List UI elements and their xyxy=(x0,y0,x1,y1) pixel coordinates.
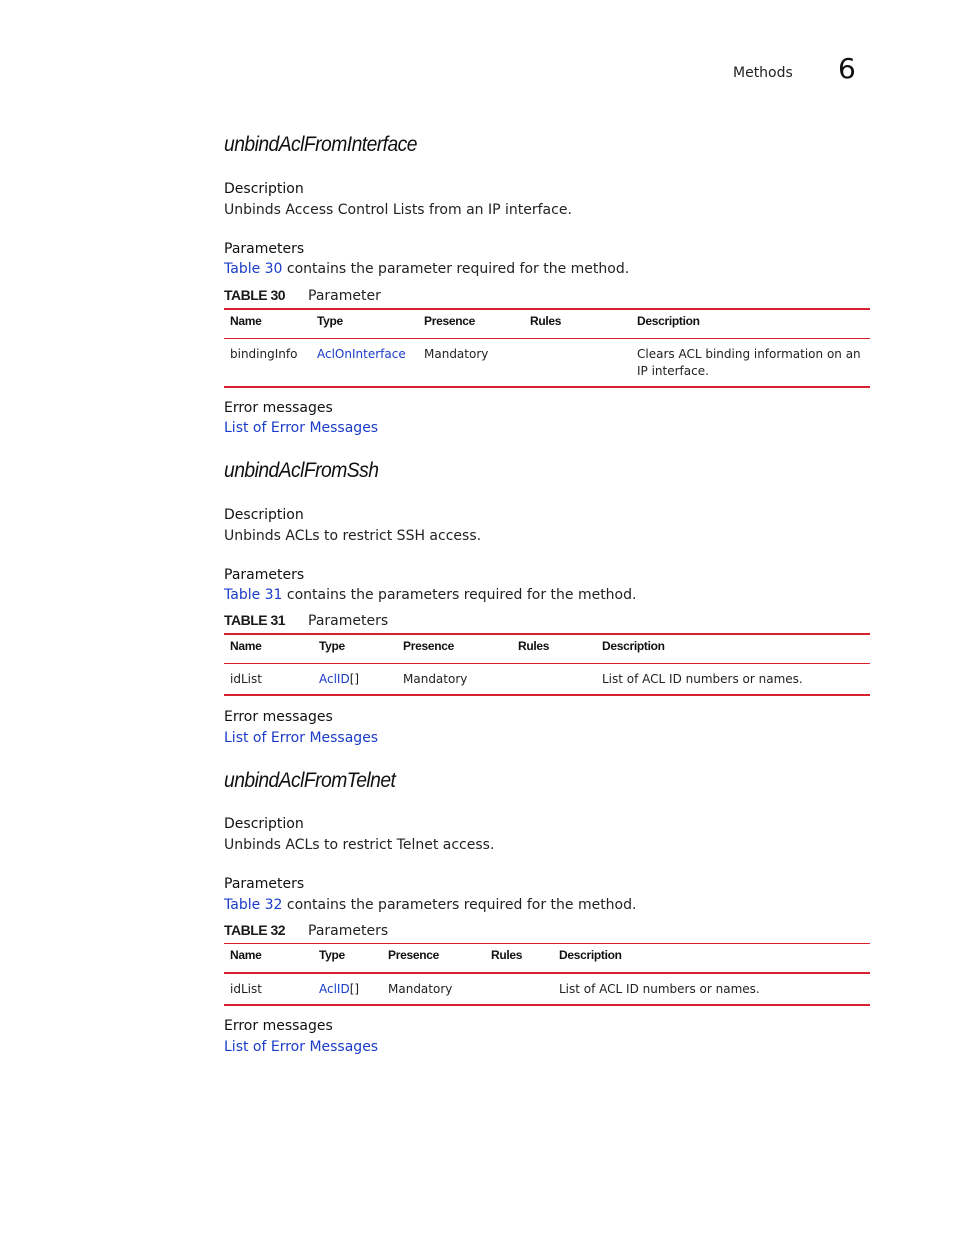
error-messages-link[interactable]: List of Error Messages xyxy=(224,730,379,746)
column-header-type: Type xyxy=(319,948,345,962)
column-header-presence: Presence xyxy=(424,314,475,328)
cell-rules xyxy=(524,339,631,388)
description-heading: Description xyxy=(224,181,304,197)
column-header-rules: Rules xyxy=(530,314,562,328)
column-header-name: Name xyxy=(230,314,262,328)
column-header-presence: Presence xyxy=(403,639,454,653)
column-header-presence: Presence xyxy=(388,948,439,962)
cell-type xyxy=(313,664,397,696)
method-title: unbindAclFromInterface xyxy=(224,133,417,156)
parameters-intro xyxy=(224,587,636,603)
table-link[interactable]: Table 31 xyxy=(224,587,283,603)
table-title: Parameters xyxy=(308,613,389,629)
description-text: Unbinds ACLs to restrict Telnet access. xyxy=(224,837,495,853)
cell-name: idList xyxy=(230,672,262,686)
cell-name: idList xyxy=(230,982,262,996)
column-header-name: Name xyxy=(230,948,262,962)
parameters-intro xyxy=(224,261,629,277)
table-header-row xyxy=(224,944,870,974)
cell-type xyxy=(313,973,382,1005)
column-header-description: Description xyxy=(602,639,665,653)
table-header-row xyxy=(224,309,870,339)
parameter-table xyxy=(224,943,870,1006)
parameter-table xyxy=(224,308,870,388)
column-header-type: Type xyxy=(319,639,345,653)
table-title: Parameters xyxy=(308,923,389,939)
description-text: Unbinds ACLs to restrict SSH access. xyxy=(224,528,482,544)
type-suffix: [] xyxy=(349,672,360,686)
type-link[interactable]: AclOnInterface xyxy=(317,347,406,361)
type-link[interactable]: AclID xyxy=(319,672,350,686)
column-header-rules: Rules xyxy=(491,948,523,962)
table-link[interactable]: Table 32 xyxy=(224,897,283,913)
table-number: TABLE 30 xyxy=(224,287,286,303)
cell-presence: Mandatory xyxy=(388,982,453,996)
parameters-intro-text: contains the parameters required for the method. xyxy=(282,897,637,913)
column-header-description: Description xyxy=(637,314,700,328)
parameters-intro xyxy=(224,897,636,913)
table-number: TABLE 31 xyxy=(224,612,286,628)
parameters-heading: Parameters xyxy=(224,876,305,892)
cell-presence: Mandatory xyxy=(403,672,468,686)
error-messages-heading: Error messages xyxy=(224,709,333,725)
error-messages-link[interactable]: List of Error Messages xyxy=(224,1039,379,1055)
description-text: Unbinds Access Control Lists from an IP interface. xyxy=(224,202,572,218)
parameters-heading: Parameters xyxy=(224,567,305,583)
table-header-row xyxy=(224,634,870,664)
cell-description: Clears ACL binding information on an IP interface. xyxy=(637,347,861,378)
parameters-intro-text: contains the parameter required for the method. xyxy=(282,261,630,277)
table-title: Parameter xyxy=(308,288,381,304)
parameter-table xyxy=(224,633,870,696)
table-row xyxy=(224,973,870,1005)
column-header-type: Type xyxy=(317,314,343,328)
cell-type xyxy=(311,339,418,388)
cell-description: List of ACL ID numbers or names. xyxy=(602,672,803,686)
description-heading: Description xyxy=(224,507,304,523)
column-header-rules: Rules xyxy=(518,639,550,653)
table-caption xyxy=(224,287,381,304)
cell-rules xyxy=(512,664,596,696)
description-heading: Description xyxy=(224,816,304,832)
column-header-name: Name xyxy=(230,639,262,653)
error-messages-link[interactable]: List of Error Messages xyxy=(224,420,379,436)
cell-rules xyxy=(485,973,553,1005)
cell-description: List of ACL ID numbers or names. xyxy=(559,982,760,996)
cell-name: bindingInfo xyxy=(230,347,298,361)
method-title: unbindAclFromTelnet xyxy=(224,769,396,792)
error-messages-heading: Error messages xyxy=(224,1018,333,1034)
method-title: unbindAclFromSsh xyxy=(224,459,379,482)
type-suffix: [] xyxy=(349,982,360,996)
parameters-intro-text: contains the parameters required for the method. xyxy=(282,587,637,603)
table-row xyxy=(224,664,870,696)
table-caption xyxy=(224,922,388,939)
type-link[interactable]: AclID xyxy=(319,982,350,996)
table-caption xyxy=(224,612,388,629)
running-header-section: Methods xyxy=(733,65,793,81)
table-number: TABLE 32 xyxy=(224,922,286,938)
cell-presence: Mandatory xyxy=(424,347,489,361)
column-header-description: Description xyxy=(559,948,622,962)
error-messages-heading: Error messages xyxy=(224,400,333,416)
table-row xyxy=(224,339,870,388)
table-link[interactable]: Table 30 xyxy=(224,261,283,277)
chapter-number: 6 xyxy=(838,52,856,85)
parameters-heading: Parameters xyxy=(224,241,305,257)
